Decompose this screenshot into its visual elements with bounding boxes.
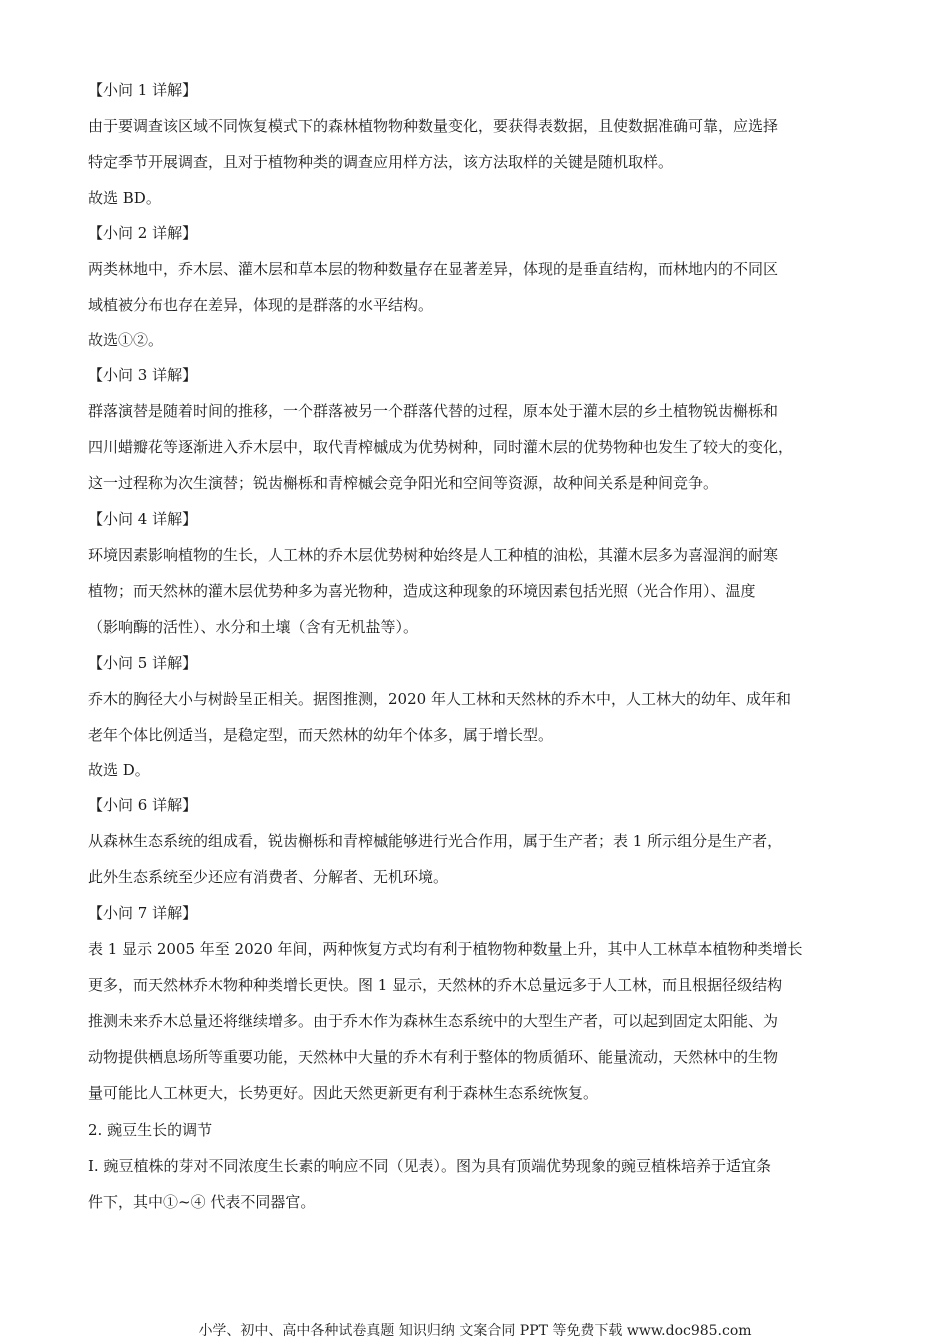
answer-line: 故选 BD。 — [88, 189, 161, 207]
heading-q3: 【小问 3 详解】 — [88, 366, 198, 384]
paragraph-line: 老年个体比例适当，是稳定型，而天然林的幼年个体多，属于增长型。 — [88, 726, 554, 744]
paragraph-line: 件下，其中①~④ 代表不同器官。 — [88, 1193, 316, 1211]
heading-q2: 【小问 2 详解】 — [88, 224, 198, 242]
heading-q6: 【小问 6 详解】 — [88, 796, 198, 814]
paragraph-line: 此外生态系统至少还应有消费者、分解者、无机环境。 — [88, 868, 449, 886]
heading-q7: 【小问 7 详解】 — [88, 904, 198, 922]
paragraph-line: 由于要调查该区域不同恢复模式下的森林植物物种数量变化，要获得表数据，且使数据准确可靠，应选择 — [88, 117, 779, 135]
paragraph-line: 这一过程称为次生演替；锐齿槲栎和青榨槭会竞争阳光和空间等资源，故种间关系是种间竞争。 — [88, 474, 719, 492]
answer-line: 故选 D。 — [88, 761, 150, 779]
paragraph-line: 量可能比人工林更大，长势更好。因此天然更新更有利于森林生态系统恢复。 — [88, 1084, 599, 1102]
paragraph-line: 四川蜡瓣花等逐渐进入乔木层中，取代青榨槭成为优势树种，同时灌木层的优势物种也发生了较大的变化， — [88, 438, 794, 456]
paragraph-line: 植物；而天然林的灌木层优势种多为喜光物种，造成这种现象的环境因素包括光照（光合作用）、温度 — [88, 582, 756, 600]
heading-q4: 【小问 4 详解】 — [88, 510, 198, 528]
paragraph-line: 从森林生态系统的组成看，锐齿槲栎和青榨槭能够进行光合作用，属于生产者；表 1 所示组分是生产者， — [88, 832, 783, 850]
heading-q5: 【小问 5 详解】 — [88, 654, 198, 672]
paragraph-line: 环境因素影响植物的生长，人工林的乔木层优势树种始终是人工种植的油松，其灌木层多为喜湿润的耐寒 — [88, 546, 779, 564]
footer-text: 小学、初中、高中各种试卷真题 知识归纳 文案合同 PPT 等免费下载 www.doc985.com — [198, 1323, 752, 1339]
paragraph-line: 乔木的胸径大小与树龄呈正相关。据图推测，2020 年人工林和天然林的乔木中，人工林大的幼年、成年和 — [88, 690, 791, 708]
paragraph-line: 更多，而天然林乔木物种种类增长更快。图 1 显示，天然林的乔木总量远多于人工林，而且根据径级结构 — [88, 976, 783, 994]
paragraph-line: 域植被分布也存在差异，体现的是群落的水平结构。 — [88, 296, 434, 314]
paragraph-line: 两类林地中，乔木层、灌木层和草本层的物种数量存在显著差异，体现的是垂直结构，而林地内的不同区 — [88, 260, 779, 278]
heading-q1: 【小问 1 详解】 — [88, 81, 198, 99]
paragraph-line: 推测未来乔木总量还将继续增多。由于乔木作为森林生态系统中的大型生产者，可以起到固定太阳能、为 — [88, 1012, 779, 1030]
paragraph-line: 动物提供栖息场所等重要功能，天然林中大量的乔木有利于整体的物质循环、能量流动，天然林中的生物 — [88, 1048, 779, 1066]
paragraph-line: I. 豌豆植株的芽对不同浓度生长素的响应不同（见表）。图为具有顶端优势现象的豌豆植株培养于适宜条 — [88, 1157, 771, 1175]
paragraph-line: 表 1 显示 2005 年至 2020 年间，两种恢复方式均有利于植物物种数量上升，其中人工林草本植物种类增长 — [88, 940, 803, 958]
section-heading: 2. 豌豆生长的调节 — [88, 1121, 213, 1139]
answer-line: 故选①②。 — [88, 331, 164, 349]
paragraph-line: 群落演替是随着时间的推移，一个群落被另一个群落代替的过程，原本处于灌木层的乡土植物锐齿槲栎和 — [88, 402, 779, 420]
paragraph-line: （影响酶的活性）、水分和土壤（含有无机盐等）。 — [88, 618, 419, 636]
paragraph-line: 特定季节开展调查，且对于植物种类的调查应用样方法，该方法取样的关键是随机取样。 — [88, 153, 674, 171]
